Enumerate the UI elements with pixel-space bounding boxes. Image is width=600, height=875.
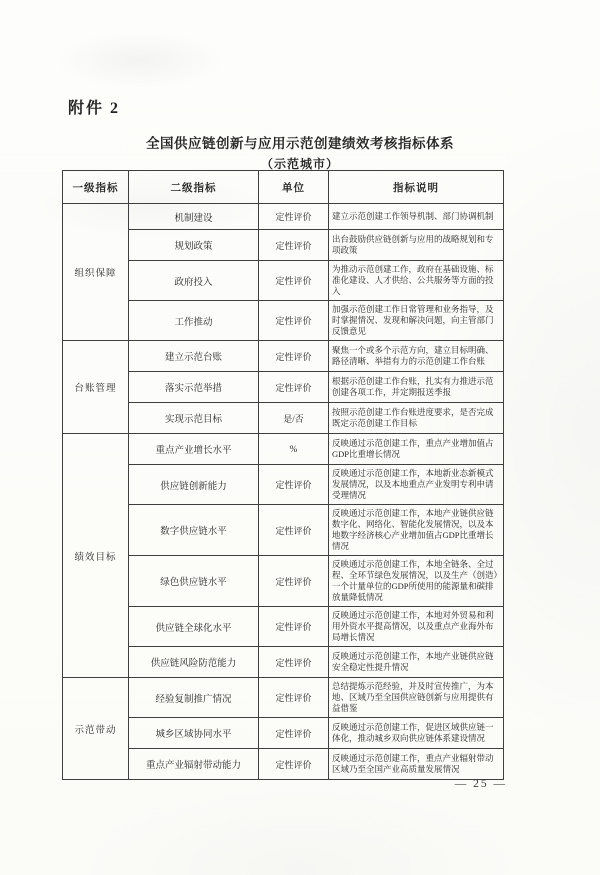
level2-indicator-cell: 建立示范台账 (129, 341, 259, 372)
level2-indicator-cell: 绿色供应链水平 (129, 556, 259, 607)
level2-indicator-cell: 实现示范目标 (129, 403, 259, 434)
level1-indicator-cell: 示范带动 (63, 678, 129, 780)
table-row (63, 261, 504, 301)
level2-indicator-cell: 城乡区域协同水平 (129, 718, 259, 749)
level2-indicator-cell: 重点产业辐射带动能力 (129, 749, 259, 780)
level2-indicator-cell: 经验复制推广情况 (129, 678, 259, 718)
level2-indicator-cell: 供应链风险防范能力 (129, 647, 259, 678)
table-row (63, 607, 504, 647)
level2-indicator-cell: 重点产业增长水平 (129, 434, 259, 465)
unit-cell: 定性评价 (259, 372, 329, 403)
description-cell: 反映通过示范创建工作，本地全链条、全过程、全环节绿色发展情况，以及生产（创造）一个计量单位的GDP所使用的能源量和碳排放量降低情况 (329, 556, 504, 607)
level2-indicator-cell: 政府投入 (129, 261, 259, 301)
description-cell: 总结提炼示范经验，并及时宣传推广，为本地、区域乃至全国供应链创新与应用提供有益借鉴 (329, 678, 504, 718)
table-row (63, 204, 504, 230)
table-row (63, 749, 504, 780)
table-row (63, 465, 504, 505)
table-row (63, 678, 504, 718)
level2-indicator-cell: 数字供应链水平 (129, 505, 259, 556)
unit-cell: 定性评价 (259, 465, 329, 505)
table-header-row (63, 171, 504, 204)
unit-cell: 定性评价 (259, 718, 329, 749)
table-row (63, 718, 504, 749)
unit-cell: 定性评价 (259, 261, 329, 301)
level2-indicator-cell: 供应链全球化水平 (129, 607, 259, 647)
unit-cell: 定性评价 (259, 607, 329, 647)
table-row (63, 434, 504, 465)
table-row (63, 403, 504, 434)
level1-indicator-cell: 组织保障 (63, 204, 129, 341)
description-cell: 反映通过示范创建工作，重点产业辐射带动区域乃至全国产业高质量发展情况 (329, 749, 504, 780)
level2-indicator-cell: 工作推动 (129, 301, 259, 341)
level2-indicator-cell: 落实示范举措 (129, 372, 259, 403)
table-row (63, 647, 504, 678)
description-cell: 反映通过示范创建工作，重点产业增加值占GDP比重增长情况 (329, 434, 504, 465)
table-row (63, 505, 504, 556)
description-cell: 反映通过示范创建工作，本地对外贸易和利用外资水平提高情况，以及重点产业海外布局增长情况 (329, 607, 504, 647)
description-cell: 加强示范创建工作日常管理和业务指导，及时掌握情况、发现和解决问题，向主管部门反馈意见 (329, 301, 504, 341)
unit-cell: 定性评价 (259, 204, 329, 230)
description-cell: 反映通过示范创建工作，本地新业态新模式发展情况，以及本地重点产业发明专利申请受理情况 (329, 465, 504, 505)
document-title-line2: （示范城市） (260, 157, 339, 171)
unit-cell: 定性评价 (259, 556, 329, 607)
column-header-level1: 一级指标 (63, 171, 129, 204)
description-cell: 反映通过示范创建工作，本地产业链供应链数字化、网络化、智能化发展情况，以及本地数字经济核心产业增加值占GDP比重增长情况 (329, 505, 504, 556)
level1-indicator-cell: 绩效目标 (63, 434, 129, 678)
level2-indicator-cell: 机制建设 (129, 204, 259, 230)
page-number: — 25 — (454, 778, 507, 790)
unit-cell: 定性评价 (259, 678, 329, 718)
unit-cell: 定性评价 (259, 230, 329, 261)
unit-cell: 定性评价 (259, 647, 329, 678)
description-cell: 反映通过示范创建工作，本地产业链供应链安全稳定性提升情况 (329, 647, 504, 678)
description-cell: 聚焦一个或多个示范方向，建立目标明确、路径清晰、举措有力的示范创建工作台账 (329, 341, 504, 372)
description-cell: 根据示范创建工作台账，扎实有力推进示范创建各项工作，并定期报送季报 (329, 372, 504, 403)
column-header-level2: 二级指标 (129, 171, 259, 204)
unit-cell: 定性评价 (259, 301, 329, 341)
description-cell: 反映通过示范创建工作，促进区域供应链一体化，推动城乡双向供应链体系建设情况 (329, 718, 504, 749)
unit-cell: 是/否 (259, 403, 329, 434)
table-row (63, 301, 504, 341)
attachment-label: 附件 2 (68, 100, 121, 117)
description-cell: 出台鼓励供应链创新与应用的战略规划和专项政策 (329, 230, 504, 261)
unit-cell: 定性评价 (259, 505, 329, 556)
document-title (0, 132, 600, 172)
level2-indicator-cell: 供应链创新能力 (129, 465, 259, 505)
indicator-table (62, 170, 504, 780)
document-title-line1: 全国供应链创新与应用示范创建绩效考核指标体系 (146, 136, 454, 151)
level2-indicator-cell: 规划政策 (129, 230, 259, 261)
table-row (63, 372, 504, 403)
unit-cell: 定性评价 (259, 749, 329, 780)
table-row (63, 341, 504, 372)
table-row (63, 556, 504, 607)
column-header-description: 指标说明 (329, 171, 504, 204)
column-header-unit: 单位 (259, 171, 329, 204)
description-cell: 按照示范创建工作台账进度要求，是否完成既定示范创建工作目标 (329, 403, 504, 434)
level1-indicator-cell: 台账管理 (63, 341, 129, 434)
description-cell: 为推动示范创建工作，政府在基础设施、标准化建设、人才供给、公共服务等方面的投入 (329, 261, 504, 301)
description-cell: 建立示范创建工作领导机制、部门协调机制 (329, 204, 504, 230)
unit-cell: % (259, 434, 329, 465)
unit-cell: 定性评价 (259, 341, 329, 372)
table-row (63, 230, 504, 261)
